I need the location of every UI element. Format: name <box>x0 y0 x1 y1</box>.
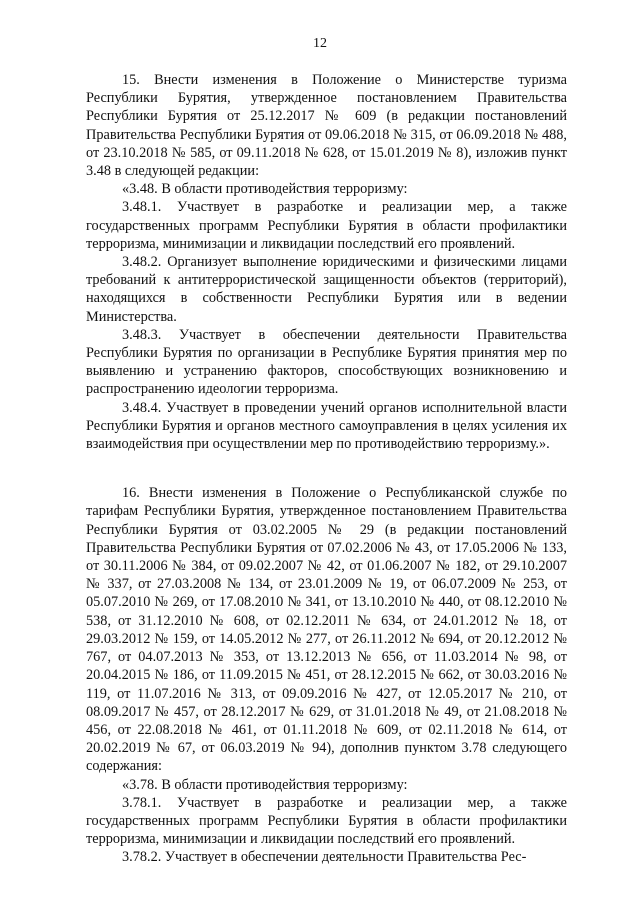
paragraph-3-78: «3.78. В области противодействия терроризму: <box>122 776 408 793</box>
paragraph-16: 16. Внести изменения в Положение о Республиканской службе по тарифам Республики Бурятия, утвержденное постановлением Правительства Республики Бурятия от 03.02.2005 № 29 (в редакции постановлений Правительства Республики Бурятия от 07.02.2006 № 43, от 17.05.2006 № 133, от 30.11.2006 № 384, от 09.02.2007 № 42, от 01.06.2007 № 182, от 29.10.2007 № 337, от 27.03.2008 № 134, от 23.01.2009 № 19, от 06.07.2009 № 253, от 05.07.2010 № 269, от 17.08.2010 № 341, от 13.10.2010 № 440, от 08.12.2010 № 538, от 31.12.2010 № 608, от 02.12.2011 № 634, от 24.01.2012 № 18, от 29.03.2012 № 159, от 14.05.2012 № 277, от 26.11.2012 № 694, от 20.12.2012 № 767, от 04.07.2013 № 353, от 13.12.2013 № 656, от 11.03.2014 № 98, от 20.04.2015 № 186, от 11.09.2015 № 451, от 28.12.2015 № 662, от 30.03.2016 № 119, от 11.07.2016 № 313, от 09.09.2016 № 427, от 12.05.2017 № 210, от 08.09.2017 № 457, от 28.12.2017 № 629, от 31.01.2018 № 49, от 21.08.2018 № 456, от 22.08.2018 № 461, от 01.11.2018 № 609, от 02.11.2018 № 614, от 20.02.2019 № 67, от 06.03.2019 № 94), дополнив пунктом 3.78 следующего содержания: <box>86 485 567 775</box>
paragraph-3-48-3: 3.48.3. Участвует в обеспечении деятельности Правительства Республики Бурятия по организации в Республике Бурятия принятия мер по выявлению и устранению факторов, способствующих возникновению и распространению идеологии терроризма. <box>86 326 567 398</box>
document-body <box>86 71 567 867</box>
section-gap <box>86 453 567 484</box>
paragraph-3-78-2: 3.78.2. Участвует в обеспечении деятельности Правительства Рес- <box>122 849 527 866</box>
paragraph-15: 15. Внести изменения в Положение о Министерстве туризма Республики Бурятия, утвержденное постановлением Правительства Республики Бурятия от 25.12.2017 № 609 (в редакции постановлений Правительства Республики Бурятия от 09.06.2018 № 315, от 06.09.2018 № 488, от 23.10.2018 № 585, от 09.11.2018 № 628, от 15.01.2019 № 8), изложив пункт 3.48 в следующей редакции: <box>86 72 567 180</box>
paragraph-3-48-4: 3.48.4. Участвует в проведении учений органов исполнительной власти Республики Бурятия и органов местного самоуправления в целях усиления их взаимодействия при осуществлении мер по противодействию терроризму.». <box>86 399 567 453</box>
paragraph-3-48-1: 3.48.1. Участвует в разработке и реализации мер, а также государственных программ Республики Бурятия в области профилактики терроризма, минимизации и ликвидации последствий его проявлений. <box>86 199 567 252</box>
page-number: 12 <box>313 36 327 51</box>
paragraph-3-78-1: 3.78.1. Участвует в разработке и реализации мер, а также государственных программ Республики Бурятия в области профилактики терроризма, минимизации и ликвидации последствий его проявлений. <box>86 794 567 848</box>
paragraph-3-48-2: 3.48.2. Организует выполнение юридическими и физическими лицами требований к антитеррористической защищенности объектов (территорий), находящихся в собственности Республики Бурятия или в ведении Министерства. <box>86 254 567 325</box>
paragraph-3-48: «3.48. В области противодействия терроризму: <box>122 181 408 198</box>
